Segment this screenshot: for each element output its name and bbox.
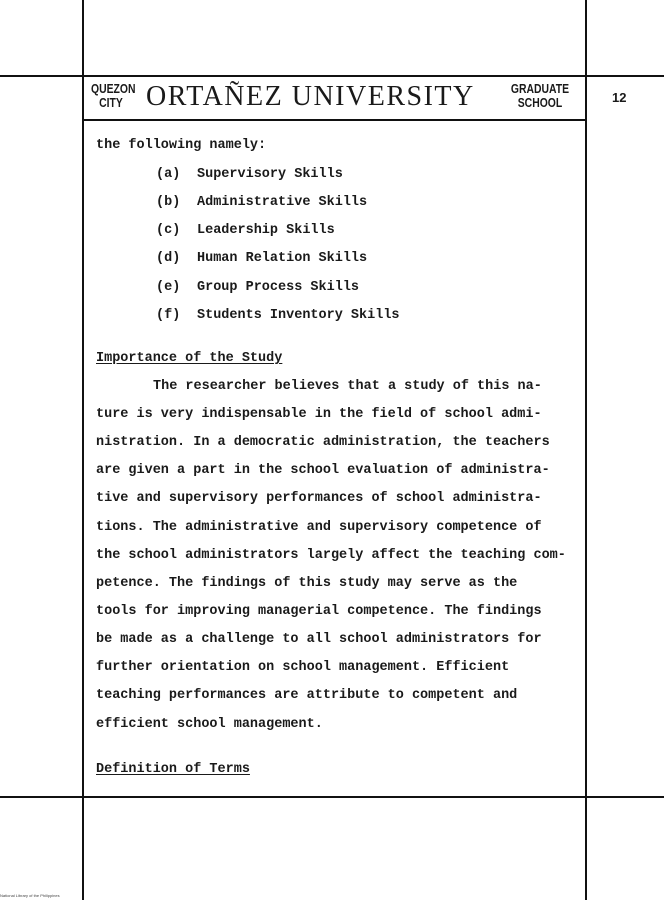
paragraph-line: nistration. In a democratic administration, the teachers [96, 435, 550, 450]
list-item: Leadership Skills [197, 223, 335, 238]
list-item: Supervisory Skills [197, 167, 343, 182]
header-top-line [0, 75, 664, 77]
left-margin-line [82, 0, 84, 900]
section-heading-importance: Importance of the Study [96, 351, 283, 366]
list-item: Human Relation Skills [197, 251, 368, 266]
footer-credit: National Library of the Philippines [0, 893, 60, 898]
paragraph-line: teaching performances are attribute to competent and [96, 688, 518, 703]
section-heading-definition: Definition of Terms [96, 762, 250, 777]
list-marker: (d) [156, 251, 181, 266]
paragraph-line: efficient school management. [96, 717, 323, 732]
list-item: Group Process Skills [197, 280, 360, 295]
right-margin-line [585, 0, 587, 900]
header-school: GRADUATE SCHOOL [510, 81, 570, 110]
paragraph-line: The researcher believes that a study of this na- [153, 379, 542, 394]
paragraph-line: are given a part in the school evaluation of administra- [96, 463, 550, 478]
list-item: Students Inventory Skills [197, 308, 400, 323]
paragraph-line: tive and supervisory performances of school administra- [96, 491, 542, 506]
paragraph-line: further orientation on school management. Efficient [96, 660, 510, 675]
list-marker: (f) [156, 308, 181, 323]
paragraph-line: tools for improving managerial competence. The findings [96, 604, 542, 619]
page-number: 12 [612, 90, 627, 105]
footer-line [0, 796, 664, 798]
paragraph-line: the school administrators largely affect the teaching com- [96, 548, 566, 563]
list-marker: (b) [156, 195, 181, 210]
list-marker: (e) [156, 280, 181, 295]
list-item: Administrative Skills [197, 195, 368, 210]
header-title: ORTAÑEZ UNIVERSITY [146, 81, 475, 112]
paragraph-line: petence. The findings of this study may serve as the [96, 576, 518, 591]
paragraph-line: tions. The administrative and supervisory competence of [96, 520, 542, 535]
intro-line: the following namely: [96, 138, 267, 153]
list-marker: (a) [156, 167, 181, 182]
header-city: QUEZON CITY [91, 81, 136, 110]
header-bottom-line [82, 119, 587, 121]
list-marker: (c) [156, 223, 181, 238]
paragraph-line: ture is very indispensable in the field of school admi- [96, 407, 542, 422]
paragraph-line: be made as a challenge to all school administrators for [96, 632, 542, 647]
